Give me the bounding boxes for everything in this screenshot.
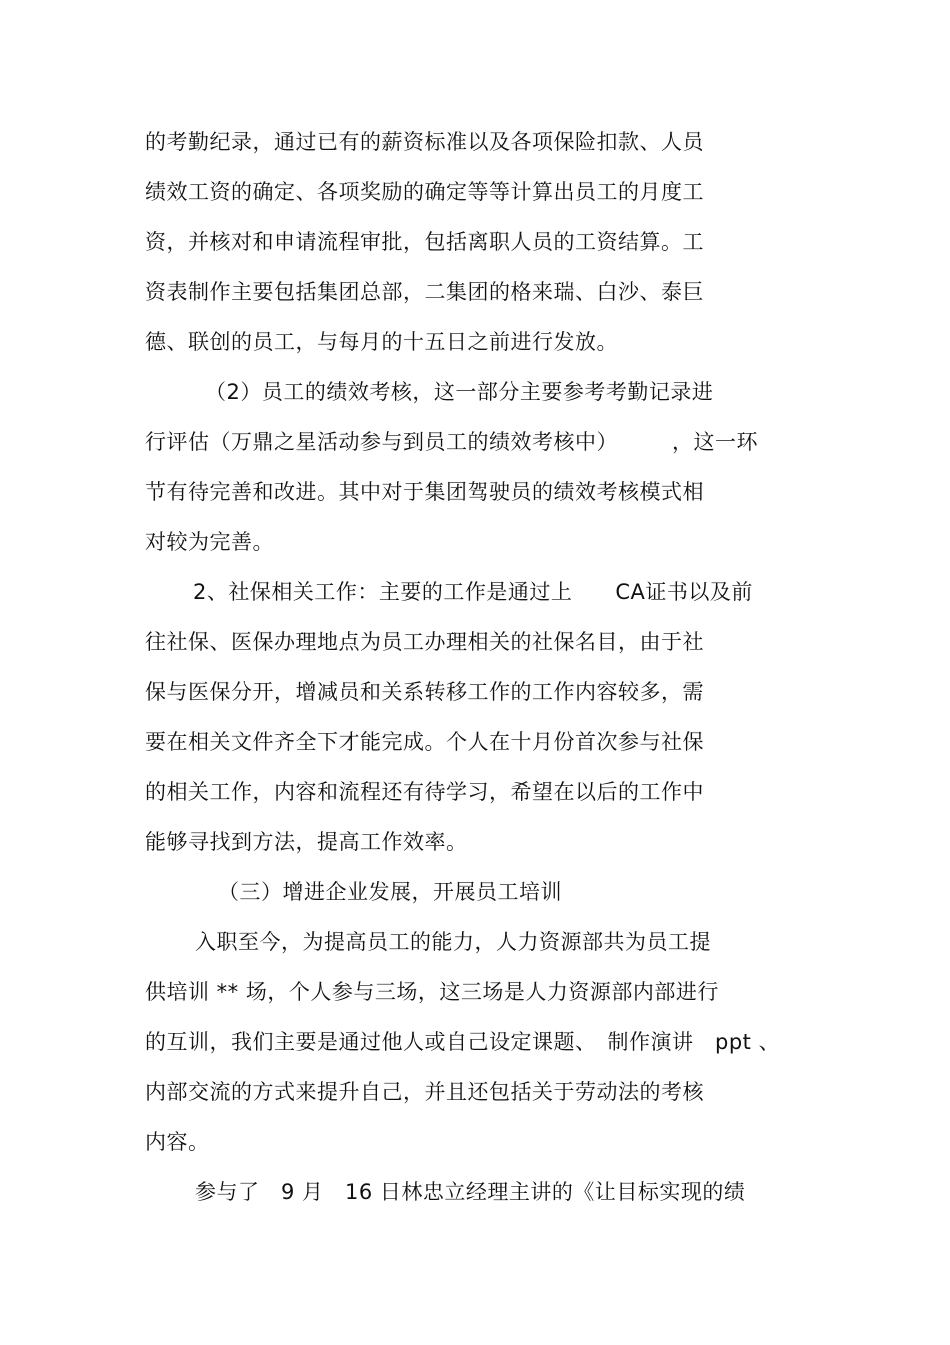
- text-line: 资表制作主要包括集团总部，二集团的格来瑞、白沙、泰巨: [145, 280, 704, 304]
- paragraph-line: 入职至今，为提高员工的能力，人力资源部共为员工提: [195, 930, 711, 954]
- text-line: 能够寻找到方法，提高工作效率。: [145, 830, 468, 854]
- text-line: 的考勤纪录，通过已有的薪资标准以及各项保险扣款、人员: [145, 130, 704, 154]
- text-line: 内容。: [145, 1130, 210, 1154]
- text-line: 对较为完善。: [145, 530, 274, 554]
- text-line: 绩效工资的确定、各项奖励的确定等等计算出员工的月度工: [145, 180, 704, 204]
- text-line: 的互训，我们主要是通过他人或自己设定课题、 制作演讲 ppt 、: [145, 1030, 781, 1054]
- text-line: 的相关工作，内容和流程还有待学习，希望在以后的工作中: [145, 780, 704, 804]
- text-line: 节有待完善和改进。其中对于集团驾驶员的绩效考核模式相: [145, 480, 704, 504]
- text-line: 德、联创的员工，与每月的十五日之前进行发放。: [145, 330, 618, 354]
- text-line: 往社保、医保办理地点为员工办理相关的社保名目，由于社: [145, 630, 704, 654]
- text-line: 行评估（万鼎之星活动参与到员工的绩效考核中） ，这一环: [145, 430, 758, 454]
- paragraph-line: 参与了 9 月 16 日林忠立经理主讲的《让目标实现的绩: [195, 1180, 746, 1204]
- section-heading: （三）增进企业发展，开展员工培训: [218, 880, 562, 904]
- text-line: 供培训 ** 场，个人参与三场，这三场是人力资源部内部进行: [145, 980, 719, 1004]
- paragraph-line: （2）员工的绩效考核，这一部分主要参考考勤记录进: [205, 380, 714, 404]
- text-line: 保与医保分开，增减员和关系转移工作的工作内容较多，需: [145, 680, 704, 704]
- text-line: 内部交流的方式来提升自己，并且还包括关于劳动法的考核: [145, 1080, 704, 1104]
- text-line: 资，并核对和申请流程审批，包括离职人员的工资结算。工: [145, 230, 704, 254]
- text-line: 要在相关文件齐全下才能完成。个人在十月份首次参与社保: [145, 730, 704, 754]
- paragraph-line: 2、社保相关工作：主要的工作是通过上 CA证书以及前: [193, 580, 753, 604]
